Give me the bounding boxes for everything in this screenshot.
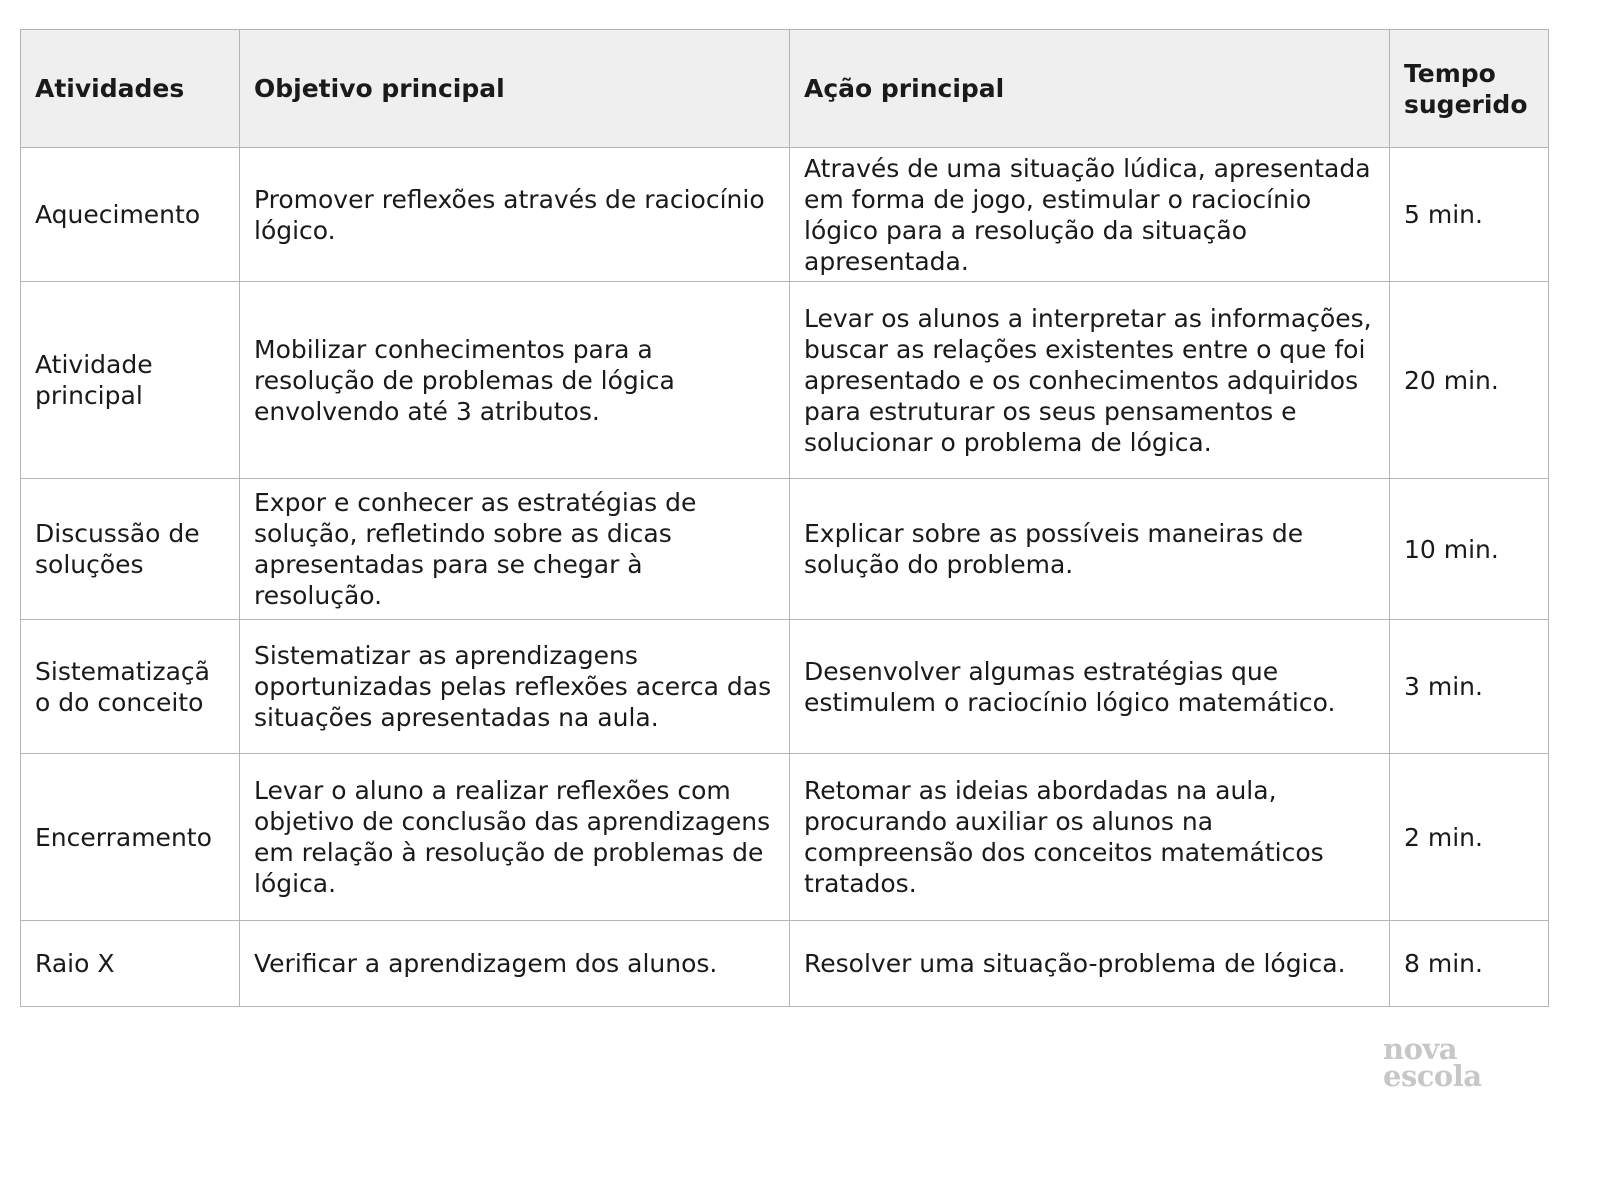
table-header-row <box>21 30 1549 148</box>
cell-atividade: Raio X <box>21 921 240 1007</box>
cell-acao: Através de uma situação lúdica, apresentada em forma de jogo, estimular o raciocínio lógico para a resolução da situação apresentada. <box>790 148 1390 282</box>
cell-acao: Levar os alunos a interpretar as informações, buscar as relações existentes entre o que foi apresentado e os conhecimentos adquiridos para estruturar os seus pensamentos e solucionar o problema de lógica. <box>790 282 1390 479</box>
cell-objetivo: Levar o aluno a realizar reflexões com objetivo de conclusão das aprendizagens em relação à resolução de problemas de lógica. <box>240 754 790 921</box>
header-atividades: Atividades <box>21 30 240 148</box>
cell-objetivo: Expor e conhecer as estratégias de solução, refletindo sobre as dicas apresentadas para se chegar à resolução. <box>240 479 790 620</box>
table-row <box>21 479 1549 620</box>
cell-tempo: 2 min. <box>1390 754 1549 921</box>
cell-atividade: Sistematização do conceito <box>21 620 240 754</box>
nova-escola-logo <box>1383 1032 1503 1093</box>
cell-atividade: Aquecimento <box>21 148 240 282</box>
cell-acao: Retomar as ideias abordadas na aula, procurando auxiliar os alunos na compreensão dos conceitos matemáticos tratados. <box>790 754 1390 921</box>
logo-line-escola: escola <box>1383 1059 1482 1093</box>
table-row <box>21 148 1549 282</box>
table-row <box>21 282 1549 479</box>
cell-atividade: Encerramento <box>21 754 240 921</box>
cell-objetivo: Sistematizar as aprendizagens oportunizadas pelas reflexões acerca das situações apresentadas na aula. <box>240 620 790 754</box>
cell-objetivo: Mobilizar conhecimentos para a resolução de problemas de lógica envolvendo até 3 atributos. <box>240 282 790 479</box>
table-row <box>21 754 1549 921</box>
cell-tempo: 8 min. <box>1390 921 1549 1007</box>
cell-tempo: 3 min. <box>1390 620 1549 754</box>
cell-acao: Resolver uma situação-problema de lógica. <box>790 921 1390 1007</box>
cell-atividade: Discussão de soluções <box>21 479 240 620</box>
cell-tempo: 5 min. <box>1390 148 1549 282</box>
table-row <box>21 921 1549 1007</box>
cell-acao: Desenvolver algumas estratégias que estimulem o raciocínio lógico matemático. <box>790 620 1390 754</box>
cell-acao: Explicar sobre as possíveis maneiras de solução do problema. <box>790 479 1390 620</box>
header-acao-principal: Ação principal <box>790 30 1390 148</box>
header-tempo-sugerido: Tempo sugerido <box>1390 30 1549 148</box>
lesson-plan-table <box>20 29 1549 1007</box>
table-row <box>21 620 1549 754</box>
cell-objetivo: Verificar a aprendizagem dos alunos. <box>240 921 790 1007</box>
cell-objetivo: Promover reflexões através de raciocínio lógico. <box>240 148 790 282</box>
cell-atividade: Atividade principal <box>21 282 240 479</box>
cell-tempo: 20 min. <box>1390 282 1549 479</box>
header-objetivo-principal: Objetivo principal <box>240 30 790 148</box>
cell-tempo: 10 min. <box>1390 479 1549 620</box>
logo-line-nova: nova <box>1383 1032 1458 1066</box>
